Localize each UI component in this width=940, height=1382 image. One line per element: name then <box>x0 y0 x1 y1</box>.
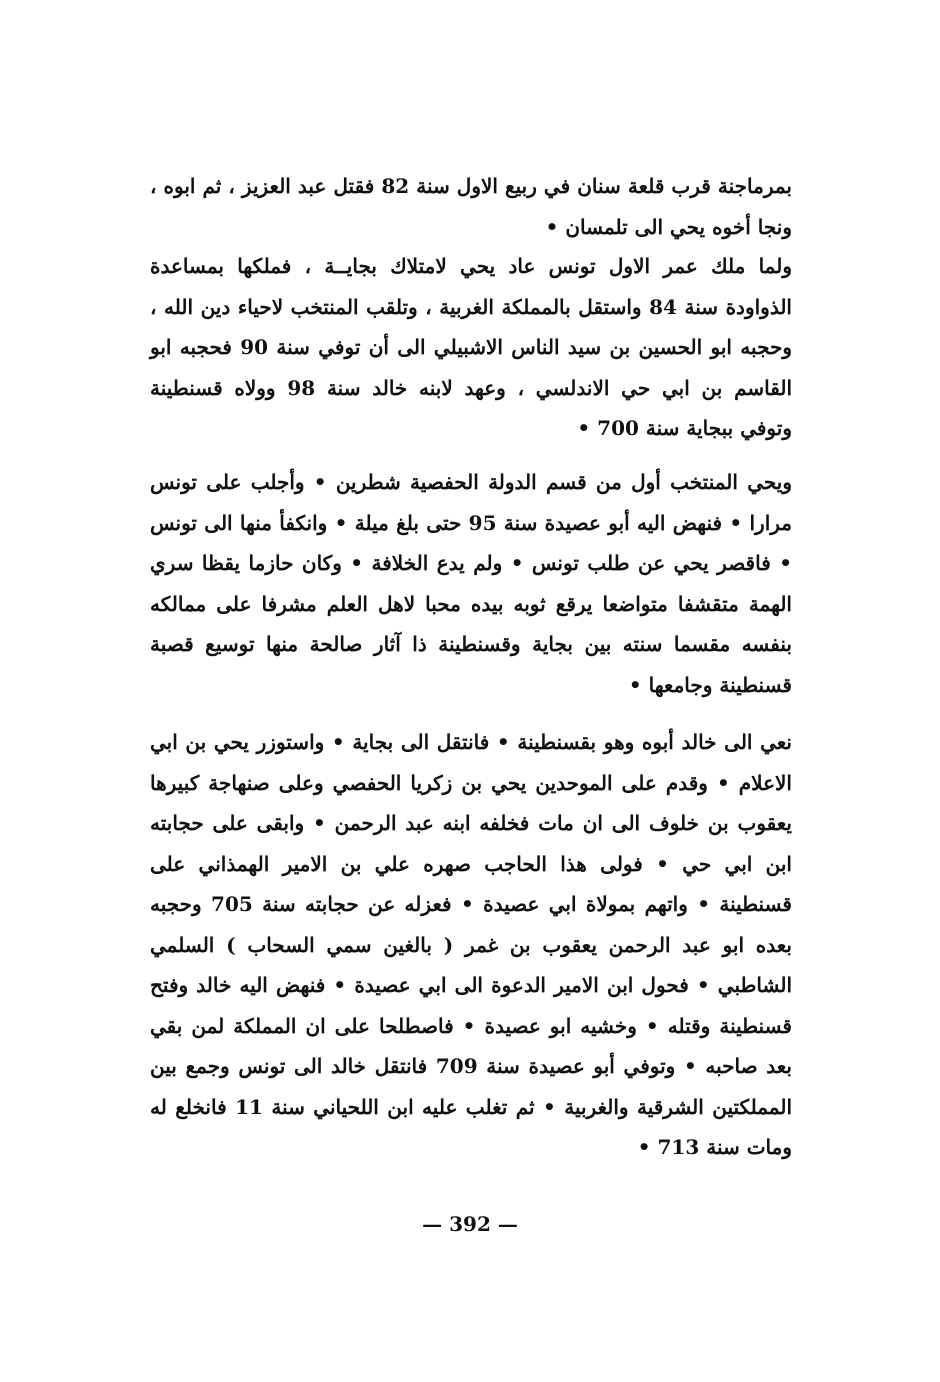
paragraph-3: ويحي المنتخب أول من قسم الدولة الحفصية شطرين • وأجلب على تونس مرارا • فنهض اليه أبو عصيدة سنة 95 حتى بلغ ميلة • وانكفأ منها الى تونس • فاقصر يحي عن طلب تونس • ولم يدع الخلافة • وكان حازما يقظا سري الهمة متقشفا متواضعا يرقع ثوبه بيده محبا لاهل العلم مشرفا على ممالكه بنفسه مقسما سنته بين بجاية وقسنطينة ذا آثار صالحة منها توسيع قصبة قسنطينة وجامعها • <box>150 470 793 697</box>
text-block <box>150 722 792 1168</box>
text-block <box>150 246 792 449</box>
paragraph-4: نعي الى خالد أبوه وهو بقسنطينة • فانتقل الى بجاية • واستوزر يحي بن ابي الاعلام • وقدم على الموحدين يحي بن زكريا الحفصي وعلى صنهاجة كبيرها يعقوب بن خلوف الى ان مات فخلفه ابنه عبد الرحمن • وابقى على حجابته ابن ابي حي • فولى هذا الحاجب صهره علي بن الامير الهمذاني على قسنطينة • واتهم بمولاة ابي عصيدة • فعزله عن حجابته سنة 705 وحجبه بعده ابو عبد الرحمن يعقوب بن غمر ( بالغين سمي السحاب ) السلمي الشاطبي • فحول ابن الامير الدعوة الى ابي عصيدة • فنهض اليه خالد وفتح قسنطينة وقتله • وخشيه ابو عصيدة • فاصطلحا على ان المملكة لمن بقي بعد صاحبه • وتوفي أبو عصيدة سنة 709 فانتقل خالد الى تونس وجمع بين المملكتين الشرقية والغربية • ثم تغلب عليه ابن اللحياني سنة 11 فانخلع له ومات سنة 713 • <box>150 730 792 1159</box>
paragraph-2: ولما ملك عمر الاول تونس عاد يحي لامتلاك بجايــة ، فملكها بمساعدة الذواودة سنة 84 واستقل بالمملكة الغربية ، وتلقب المنتخب لاحياء دين الله ، وحجبه ابو الحسين بن سيد الناس الاشبيلي الى أن توفي سنة 90 فحجبه ابو القاسم بن ابي حي الاندلسي ، وعهد لابنه خالد سنة 98 وولاه قسنطينة وتوفي ببجاية سنة 700 • <box>150 254 792 440</box>
text-block <box>150 166 792 247</box>
page-number: — 392 — <box>422 1212 518 1236</box>
paragraph-1: بمرماجنة قرب قلعة سنان في ربيع الاول سنة 82 فقتل عبد العزيز ، ثم ابوه ، ونجا أخوه يحي الى تلمسان • <box>150 174 792 239</box>
text-block <box>150 462 792 705</box>
